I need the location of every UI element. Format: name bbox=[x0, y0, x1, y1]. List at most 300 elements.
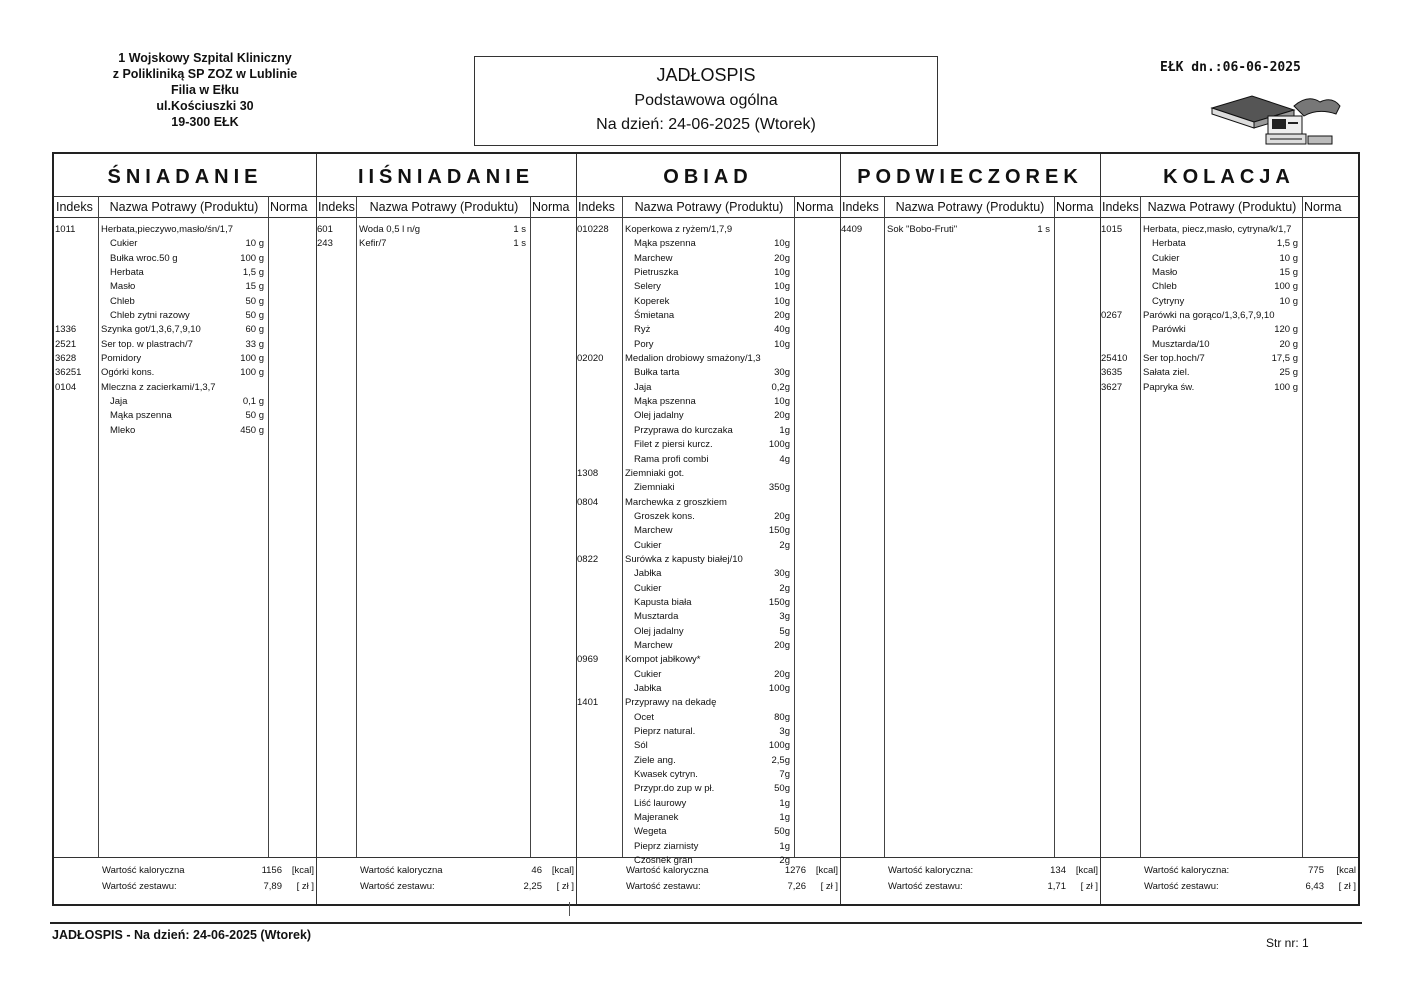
meal-section bbox=[840, 154, 1101, 904]
row-norm: 20 g bbox=[1279, 338, 1298, 350]
dish-name: Sałata ziel. bbox=[1143, 367, 1190, 379]
dish-name: Szynka got/1,3,6,7,9,10 bbox=[101, 324, 201, 336]
table-row bbox=[576, 683, 840, 697]
ingredient-name: Cukier bbox=[634, 539, 662, 551]
meal-title: KOLACJA bbox=[1100, 154, 1358, 197]
meal-title: ŚNIADANIE bbox=[54, 154, 316, 197]
table-row bbox=[576, 841, 840, 855]
title-box bbox=[474, 56, 938, 146]
row-norm: 5g bbox=[779, 625, 790, 637]
ingredient-name: Liść laurowy bbox=[634, 797, 687, 809]
table-row bbox=[576, 783, 840, 797]
table-row bbox=[54, 410, 316, 424]
row-index: 0104 bbox=[55, 381, 77, 393]
table-row bbox=[316, 238, 576, 252]
column-divider bbox=[530, 196, 531, 858]
kcal-label: Wartość kaloryczna bbox=[102, 865, 185, 876]
kcal-label: Wartość kaloryczna: bbox=[1144, 865, 1230, 876]
table-row bbox=[54, 267, 316, 281]
table-row bbox=[1100, 296, 1358, 310]
ingredient-name: Mąka pszenna bbox=[634, 396, 696, 408]
table-row bbox=[576, 367, 840, 381]
cost-value: 6,43 bbox=[1305, 881, 1324, 892]
column-header-norm: Norma bbox=[794, 196, 840, 218]
row-norm: 100g bbox=[768, 740, 790, 752]
table-row bbox=[1100, 267, 1358, 281]
divider bbox=[569, 902, 570, 916]
row-norm: 17,5 g bbox=[1271, 353, 1298, 365]
row-norm: 20g bbox=[774, 252, 790, 264]
ingredient-name: Olej jadalny bbox=[634, 410, 684, 422]
row-norm: 0,2g bbox=[771, 381, 790, 393]
table-row bbox=[54, 281, 316, 295]
row-norm: 10g bbox=[774, 238, 790, 250]
table-row bbox=[576, 597, 840, 611]
dish-name: Ser top.hoch/7 bbox=[1143, 353, 1205, 365]
row-index: 3635 bbox=[1101, 367, 1123, 379]
row-index: 4409 bbox=[841, 224, 863, 235]
footer-title: JADŁOSPIS - Na dzień: 24-06-2025 (Wtorek) bbox=[52, 928, 312, 942]
table-row bbox=[576, 410, 840, 424]
cost-unit: [ zł ] bbox=[1338, 881, 1356, 892]
table-row bbox=[316, 224, 576, 238]
row-norm: 1,5 g bbox=[242, 267, 264, 279]
kcal-value: 134 bbox=[1050, 865, 1066, 876]
cost-label: Wartość zestawu: bbox=[626, 881, 701, 892]
row-norm: 20g bbox=[774, 410, 790, 422]
table-row bbox=[54, 224, 316, 238]
ingredient-name: Cukier bbox=[634, 668, 662, 680]
kcal-unit: [kcal] bbox=[815, 865, 838, 876]
row-norm: 2,5g bbox=[771, 754, 790, 766]
kcal-label: Wartość kaloryczna: bbox=[888, 865, 974, 876]
column-header-norm: Norma bbox=[268, 196, 316, 218]
table-row bbox=[1100, 324, 1358, 338]
table-row bbox=[576, 310, 840, 324]
meal-rows bbox=[576, 224, 840, 869]
table-row bbox=[576, 712, 840, 726]
dish-name: Herbata, piecz,masło, cytryna/k/1,7 bbox=[1143, 224, 1292, 235]
ingredient-name: Mąka pszenna bbox=[634, 238, 696, 250]
table-row bbox=[576, 626, 840, 640]
row-index: 36251 bbox=[55, 367, 82, 379]
table-row bbox=[54, 296, 316, 310]
table-row bbox=[576, 669, 840, 683]
book-computer-logo-icon bbox=[1208, 92, 1344, 150]
row-norm: 1,5 g bbox=[1276, 238, 1298, 250]
hospital-header bbox=[60, 50, 350, 130]
table-row bbox=[54, 396, 316, 410]
row-norm: 10g bbox=[774, 267, 790, 279]
row-norm: 3g bbox=[779, 611, 790, 623]
table-row bbox=[54, 367, 316, 381]
ingredient-name: Sól bbox=[634, 740, 648, 752]
ingredient-name: Kapusta biała bbox=[634, 596, 692, 608]
row-norm: 20g bbox=[774, 310, 790, 322]
row-norm: 50g bbox=[774, 826, 790, 838]
ingredient-name: Cukier bbox=[1152, 252, 1180, 264]
table-row bbox=[1100, 310, 1358, 324]
column-divider bbox=[356, 196, 357, 858]
table-row bbox=[576, 611, 840, 625]
meal-title: IIŚNIADANIE bbox=[316, 154, 576, 197]
column-divider bbox=[884, 196, 885, 858]
cost-unit: [ zł ] bbox=[296, 881, 314, 892]
row-index: 1336 bbox=[55, 324, 77, 336]
column-header-norm: Norma bbox=[1302, 196, 1358, 218]
kcal-value: 1156 bbox=[261, 865, 282, 876]
dish-name: Surówka z kapusty białej/10 bbox=[625, 553, 743, 565]
table-row bbox=[576, 525, 840, 539]
row-norm: 1 s bbox=[513, 224, 526, 235]
dish-name: Ogórki kons. bbox=[101, 367, 155, 379]
ingredient-name: Selery bbox=[634, 281, 661, 293]
kcal-unit: [kcal] bbox=[1075, 865, 1098, 876]
meal-title: OBIAD bbox=[576, 154, 840, 197]
ingredient-name: Bułka tarta bbox=[634, 367, 680, 379]
kcal-value: 46 bbox=[531, 865, 542, 876]
row-index: 0822 bbox=[577, 553, 599, 565]
ingredient-name: Olej jadalny bbox=[634, 625, 684, 637]
table-row bbox=[54, 425, 316, 439]
cost-value: 7,89 bbox=[263, 881, 282, 892]
table-row bbox=[576, 382, 840, 396]
table-row bbox=[1100, 224, 1358, 238]
cost-label: Wartość zestawu: bbox=[888, 881, 963, 892]
ingredient-name: Rama profi combi bbox=[634, 453, 709, 465]
row-norm: 20g bbox=[774, 639, 790, 651]
hospital-line: ul.Kościuszki 30 bbox=[156, 99, 254, 113]
ingredient-name: Majeranek bbox=[634, 812, 679, 824]
row-norm: 100 g bbox=[240, 353, 264, 365]
table-row bbox=[576, 224, 840, 238]
table-row bbox=[576, 511, 840, 525]
dish-name: Woda 0,5 l n/g bbox=[359, 224, 421, 235]
meal-section bbox=[576, 154, 841, 904]
dish-name: Pomidory bbox=[101, 353, 142, 365]
ingredient-name: Parówki bbox=[1152, 324, 1186, 336]
ingredient-name: Musztarda/10 bbox=[1152, 338, 1210, 350]
meal-rows bbox=[840, 224, 1100, 238]
ingredient-name: Bułka wroc.50 g bbox=[110, 252, 178, 264]
diet-name: Podstawowa ogólna bbox=[634, 92, 778, 109]
column-header-name: Nazwa Potrawy (Produktu) bbox=[356, 196, 530, 218]
dish-name: Kefir/7 bbox=[359, 238, 387, 250]
ingredient-name: Masło bbox=[1152, 267, 1178, 279]
table-row bbox=[54, 324, 316, 338]
row-norm: 4g bbox=[779, 453, 790, 465]
hospital-line: z Polikliniką SP ZOZ w Lublinie bbox=[112, 67, 298, 81]
row-index: 601 bbox=[317, 224, 333, 235]
ingredient-name: Koperek bbox=[634, 295, 670, 307]
ingredient-name: Pieprz natural. bbox=[634, 726, 696, 738]
row-norm: 30g bbox=[774, 367, 790, 379]
kcal-unit: [kcal] bbox=[291, 865, 314, 876]
table-row bbox=[576, 324, 840, 338]
column-divider bbox=[1054, 196, 1055, 858]
city-date: EŁK dn.:06-06-2025 bbox=[1160, 60, 1301, 75]
ingredient-name: Ziele ang. bbox=[634, 754, 676, 766]
table-row bbox=[576, 296, 840, 310]
dish-name: Ser top. w plastrach/7 bbox=[101, 338, 193, 350]
cost-label: Wartość zestawu: bbox=[102, 881, 177, 892]
row-norm: 50 g bbox=[245, 310, 264, 322]
meal-section bbox=[316, 154, 577, 904]
table-row bbox=[576, 583, 840, 597]
row-norm: 1g bbox=[779, 424, 790, 436]
ingredient-name: Mąka pszenna bbox=[110, 410, 172, 422]
row-norm: 100g bbox=[768, 439, 790, 451]
document-title: JADŁOSPIS bbox=[656, 65, 756, 85]
table-row bbox=[1100, 353, 1358, 367]
table-row bbox=[576, 568, 840, 582]
dish-name: Papryka św. bbox=[1143, 381, 1195, 393]
ingredient-name: Pietruszka bbox=[634, 267, 679, 279]
row-norm: 10g bbox=[774, 338, 790, 350]
row-index: 010228 bbox=[577, 224, 609, 235]
ingredient-name: Mleko bbox=[110, 424, 136, 436]
ingredient-name: Jabłka bbox=[634, 683, 662, 694]
page-number: Str nr: 1 bbox=[1266, 936, 1309, 950]
ingredient-name: Śmietana bbox=[634, 310, 675, 322]
kcal-label: Wartość kaloryczna bbox=[626, 865, 709, 876]
column-header-norm: Norma bbox=[530, 196, 576, 218]
row-norm: 2g bbox=[779, 855, 790, 867]
table-row bbox=[576, 726, 840, 740]
column-header-name: Nazwa Potrawy (Produktu) bbox=[622, 196, 794, 218]
column-header-index: Indeks bbox=[316, 196, 356, 218]
ingredient-name: Chleb zytni razowy bbox=[110, 310, 190, 322]
column-header-name: Nazwa Potrawy (Produktu) bbox=[1140, 196, 1302, 218]
row-norm: 15 g bbox=[1279, 267, 1298, 279]
meal-rows bbox=[316, 224, 576, 253]
ingredient-name: Marchew bbox=[634, 639, 673, 651]
hospital-line: 1 Wojskowy Szpital Kliniczny bbox=[118, 51, 292, 65]
row-index: 1015 bbox=[1101, 224, 1123, 235]
row-norm: 1g bbox=[779, 797, 790, 809]
summary-divider bbox=[1100, 857, 1358, 858]
row-norm: 100g bbox=[768, 683, 790, 694]
ingredient-name: Ocet bbox=[634, 711, 655, 723]
table-row bbox=[576, 339, 840, 353]
row-norm: 100 g bbox=[240, 367, 264, 379]
kcal-value: 775 bbox=[1308, 865, 1324, 876]
column-header-name: Nazwa Potrawy (Produktu) bbox=[98, 196, 268, 218]
cost-value: 2,25 bbox=[523, 881, 542, 892]
table-row bbox=[1100, 339, 1358, 353]
row-index: 0969 bbox=[577, 654, 599, 666]
row-index: 3627 bbox=[1101, 381, 1123, 393]
menu-date: Na dzień: 24-06-2025 (Wtorek) bbox=[596, 116, 816, 133]
column-header-index: Indeks bbox=[54, 196, 98, 218]
ingredient-name: Cukier bbox=[634, 582, 662, 594]
kcal-unit: [kcal bbox=[1336, 865, 1356, 876]
cost-unit: [ zł ] bbox=[1080, 881, 1098, 892]
row-norm: 1g bbox=[779, 812, 790, 824]
table-row bbox=[576, 439, 840, 453]
table-row bbox=[576, 482, 840, 496]
dish-name: Mleczna z zacierkami/1,3,7 bbox=[101, 381, 216, 393]
meal-section bbox=[1100, 154, 1358, 904]
row-norm: 0,1 g bbox=[242, 396, 264, 408]
ingredient-name: Wegeta bbox=[634, 826, 667, 838]
ingredient-name: Jaja bbox=[634, 381, 652, 393]
row-norm: 450 g bbox=[240, 424, 264, 436]
cost-value: 7,26 bbox=[787, 881, 806, 892]
table-row bbox=[576, 281, 840, 295]
row-norm: 40g bbox=[774, 324, 790, 336]
row-index: 02020 bbox=[577, 353, 604, 365]
table-row bbox=[576, 826, 840, 840]
row-norm: 10 g bbox=[1279, 252, 1298, 264]
ingredient-name: Cukier bbox=[110, 238, 138, 250]
ingredient-name: Chleb bbox=[110, 295, 135, 307]
table-row bbox=[576, 812, 840, 826]
table-row bbox=[576, 497, 840, 511]
row-norm: 100 g bbox=[240, 252, 264, 264]
table-row bbox=[576, 353, 840, 367]
meal-rows bbox=[54, 224, 316, 439]
table-row bbox=[54, 339, 316, 353]
kcal-unit: [kcal] bbox=[551, 865, 574, 876]
ingredient-name: Herbata bbox=[110, 267, 144, 279]
ingredient-name: Ryż bbox=[634, 324, 651, 336]
dish-name: Medalion drobiowy smażony/1,3 bbox=[625, 353, 761, 365]
column-header-name: Nazwa Potrawy (Produktu) bbox=[884, 196, 1054, 218]
ingredient-name: Masło bbox=[110, 281, 136, 293]
ingredient-name: Herbata bbox=[1152, 238, 1186, 250]
table-row bbox=[576, 755, 840, 769]
table-row bbox=[54, 382, 316, 396]
row-norm: 1 s bbox=[1037, 224, 1050, 235]
dish-name: Ziemniaki got. bbox=[625, 467, 685, 479]
cost-label: Wartość zestawu: bbox=[1144, 881, 1219, 892]
table-row bbox=[576, 454, 840, 468]
row-norm: 3g bbox=[779, 726, 790, 738]
kcal-label: Wartość kaloryczna bbox=[360, 865, 443, 876]
row-norm: 80g bbox=[774, 711, 790, 723]
ingredient-name: Przyprawa do kurczaka bbox=[634, 424, 733, 436]
dish-name: Herbata,pieczywo,masło/śn/1,7 bbox=[101, 224, 234, 235]
row-norm: 10g bbox=[774, 396, 790, 408]
row-norm: 1g bbox=[779, 840, 790, 852]
ingredient-name: Jaja bbox=[110, 396, 128, 408]
table-row bbox=[840, 224, 1100, 238]
cost-unit: [ zł ] bbox=[556, 881, 574, 892]
table-row bbox=[576, 740, 840, 754]
footer-divider bbox=[50, 922, 1362, 924]
hospital-line: Filia w Ełku bbox=[170, 83, 240, 97]
column-header-norm: Norma bbox=[1054, 196, 1100, 218]
row-index: 25410 bbox=[1101, 353, 1128, 365]
row-index: 243 bbox=[317, 238, 333, 250]
dish-name: Koperkowa z ryżem/1,7,9 bbox=[625, 224, 733, 235]
cost-unit: [ zł ] bbox=[820, 881, 838, 892]
ingredient-name: Ziemniaki bbox=[634, 482, 675, 494]
table-row bbox=[54, 238, 316, 252]
row-norm: 25 g bbox=[1279, 367, 1298, 379]
column-header-index: Indeks bbox=[576, 196, 622, 218]
row-norm: 15 g bbox=[245, 281, 264, 293]
dish-name: Sok "Bobo-Fruti" bbox=[887, 224, 958, 235]
row-norm: 7g bbox=[779, 769, 790, 781]
ingredient-name: Filet z piersi kurcz. bbox=[634, 439, 713, 451]
table-row bbox=[576, 640, 840, 654]
table-row bbox=[576, 425, 840, 439]
row-norm: 150g bbox=[768, 596, 790, 608]
row-norm: 50 g bbox=[245, 295, 264, 307]
meal-section bbox=[54, 154, 317, 904]
cost-value: 1,71 bbox=[1047, 881, 1066, 892]
hospital-line: 19-300 EŁK bbox=[171, 115, 239, 129]
row-norm: 100 g bbox=[1274, 381, 1298, 393]
table-row bbox=[1100, 253, 1358, 267]
table-row bbox=[576, 697, 840, 711]
ingredient-name: Chleb bbox=[1152, 281, 1177, 293]
row-index: 1011 bbox=[55, 224, 76, 235]
ingredient-name: Kwasek cytryn. bbox=[634, 769, 698, 781]
table-row bbox=[576, 396, 840, 410]
table-row bbox=[54, 310, 316, 324]
table-row bbox=[576, 540, 840, 554]
row-norm: 2g bbox=[779, 539, 790, 551]
row-index: 1308 bbox=[577, 467, 599, 479]
ingredient-name: Marchew bbox=[634, 252, 673, 264]
menu-table bbox=[52, 152, 1360, 906]
table-row bbox=[576, 798, 840, 812]
summary-divider bbox=[54, 857, 316, 858]
row-norm: 50g bbox=[774, 783, 790, 795]
row-norm: 120 g bbox=[1274, 324, 1298, 336]
row-norm: 1 s bbox=[513, 238, 526, 250]
dish-name: Marchewka z groszkiem bbox=[625, 496, 727, 508]
dish-name: Parówki na gorąco/1,3,6,7,9,10 bbox=[1143, 310, 1275, 322]
row-norm: 20g bbox=[774, 668, 790, 680]
row-norm: 150g bbox=[768, 525, 790, 537]
row-norm: 10g bbox=[774, 281, 790, 293]
row-norm: 33 g bbox=[245, 338, 264, 350]
row-norm: 100 g bbox=[1274, 281, 1298, 293]
column-header-index: Indeks bbox=[1100, 196, 1140, 218]
row-norm: 10 g bbox=[245, 238, 264, 250]
row-norm: 30g bbox=[774, 568, 790, 580]
table-row bbox=[576, 253, 840, 267]
ingredient-name: Pieprz ziarnisty bbox=[634, 840, 699, 852]
row-index: 1401 bbox=[577, 697, 599, 709]
row-norm: 2g bbox=[779, 582, 790, 594]
table-row bbox=[576, 554, 840, 568]
table-row bbox=[1100, 382, 1358, 396]
row-index: 0804 bbox=[577, 496, 599, 508]
row-norm: 50 g bbox=[245, 410, 264, 422]
ingredient-name: Przypr.do zup w pł. bbox=[634, 783, 715, 795]
ingredient-name: Czosnek gran bbox=[634, 855, 693, 867]
table-row bbox=[576, 769, 840, 783]
table-row bbox=[1100, 367, 1358, 381]
dish-name: Kompot jabłkowy* bbox=[625, 654, 701, 666]
row-index: 3628 bbox=[55, 353, 77, 365]
ingredient-name: Groszek kons. bbox=[634, 510, 695, 522]
dish-name: Przyprawy na dekadę bbox=[625, 697, 717, 709]
table-row bbox=[576, 468, 840, 482]
table-row bbox=[576, 654, 840, 668]
row-norm: 20g bbox=[774, 510, 790, 522]
table-row bbox=[576, 267, 840, 281]
column-header-index: Indeks bbox=[840, 196, 884, 218]
table-row bbox=[1100, 281, 1358, 295]
row-index: 0267 bbox=[1101, 310, 1123, 322]
ingredient-name: Pory bbox=[634, 338, 654, 350]
